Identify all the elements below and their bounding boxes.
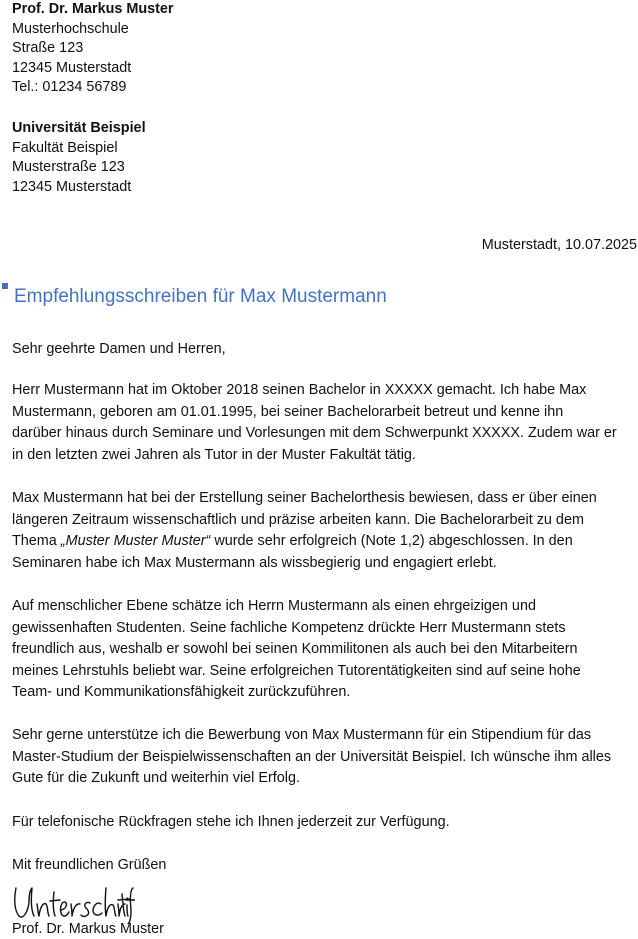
sender-institution: Musterhochschule — [12, 20, 129, 37]
paragraph-text: Thema — [12, 533, 61, 550]
handwritten-signature — [10, 880, 135, 924]
recipient-street: Musterstraße 123 — [12, 159, 125, 176]
paragraph-line: Herr Mustermann hat im Oktober 2018 seinen Bachelor in XXXXX gemacht. Ich habe Max — [12, 382, 587, 398]
letter-title: Empfehlungsschreiben für Max Mustermann — [14, 286, 387, 307]
paragraph-line: Seminaren habe ich Max Mustermann als wissbegierig und engagiert erlebt. — [12, 554, 497, 571]
recipient-city: 12345 Musterstadt — [12, 178, 132, 195]
sender-address — [12, 0, 174, 98]
letter-date: Musterstadt, 10.07.2025 — [481, 237, 637, 253]
paragraph-line: gewissenhaften Studenten. Seine fachliche Kompetenz drückte Herr Mustermann stets — [12, 619, 566, 636]
paragraph-line — [12, 531, 636, 553]
thesis-title: „Muster Muster Muster“ — [60, 533, 211, 550]
paragraph-line: Auf menschlicher Ebene schätze ich Herrn Mustermann als einen ehrgeizigen und — [12, 598, 536, 614]
paragraph-thesis — [12, 488, 636, 574]
signer-name: Prof. Dr. Markus Muster — [12, 921, 164, 937]
recipient-name: Universität Beispiel — [12, 120, 146, 136]
sender-street: Straße 123 — [12, 40, 84, 57]
sender-city: 12345 Musterstadt — [12, 59, 132, 76]
recipient-department: Fakultät Beispiel — [12, 139, 118, 156]
recipient-address — [12, 119, 146, 197]
paragraph-line: Max Mustermann hat bei der Erstellung seiner Bachelorthesis bewiesen, dass er über einen — [12, 490, 597, 506]
title-bullet-marker — [2, 283, 8, 289]
paragraph-text: wurde sehr erfolgreich (Note 1,2) abgeschlossen. In den — [210, 533, 573, 550]
sender-phone: Tel.: 01234 56789 — [12, 79, 127, 96]
paragraph-line: Master-Studium der Beispielwissenschaften an der Universität Beispiel. Ich wünsche ihm alles — [12, 748, 612, 765]
paragraph-personal — [12, 596, 636, 704]
paragraph-line: freundlich aus, weshalb er sowohl bei seinen Kommilitonen als auch bei den Mitarbeitern — [12, 641, 578, 658]
paragraph-line: längeren Zeitraum wissenschaftlich und präzise arbeiten kann. Die Bachelorarbeit zu dem — [12, 511, 584, 528]
paragraph-line: Gute für die Zukunft und weiterhin viel Erfolg. — [12, 770, 300, 787]
paragraph-line: Sehr gerne unterstütze ich die Bewerbung von Max Mustermann für ein Stipendium für das — [12, 727, 592, 743]
paragraph-line: Mustermann, geboren am 01.01.1995, bei seiner Bachelorarbeit betreut und kenne ihn — [12, 403, 564, 420]
sender-name: Prof. Dr. Markus Muster — [12, 1, 174, 17]
paragraph-line: Team- und Kommunikationsfähigkeit zurückzuführen. — [12, 684, 351, 701]
paragraph-line: meines Lehrstuhls beliebt war. Seine erfolgreichen Tutorentätigkeiten sind auf seine hohe — [12, 662, 581, 679]
paragraph-line: darüber hinaus durch Seminare und Vorlesungen mit dem Schwerpunkt XXXXX. Zudem war er — [12, 425, 617, 442]
paragraph-line: in den letzten zwei Jahren als Tutor in der Muster Fakultät tätig. — [12, 446, 416, 463]
paragraph-recommendation — [12, 725, 636, 790]
paragraph-contact: Für telefonische Rückfragen stehe ich Ihnen jederzeit zur Verfügung. — [12, 814, 450, 830]
paragraph-introduction — [12, 380, 636, 466]
salutation: Sehr geehrte Damen und Herren, — [12, 341, 226, 357]
closing-greeting: Mit freundlichen Grüßen — [12, 857, 167, 873]
